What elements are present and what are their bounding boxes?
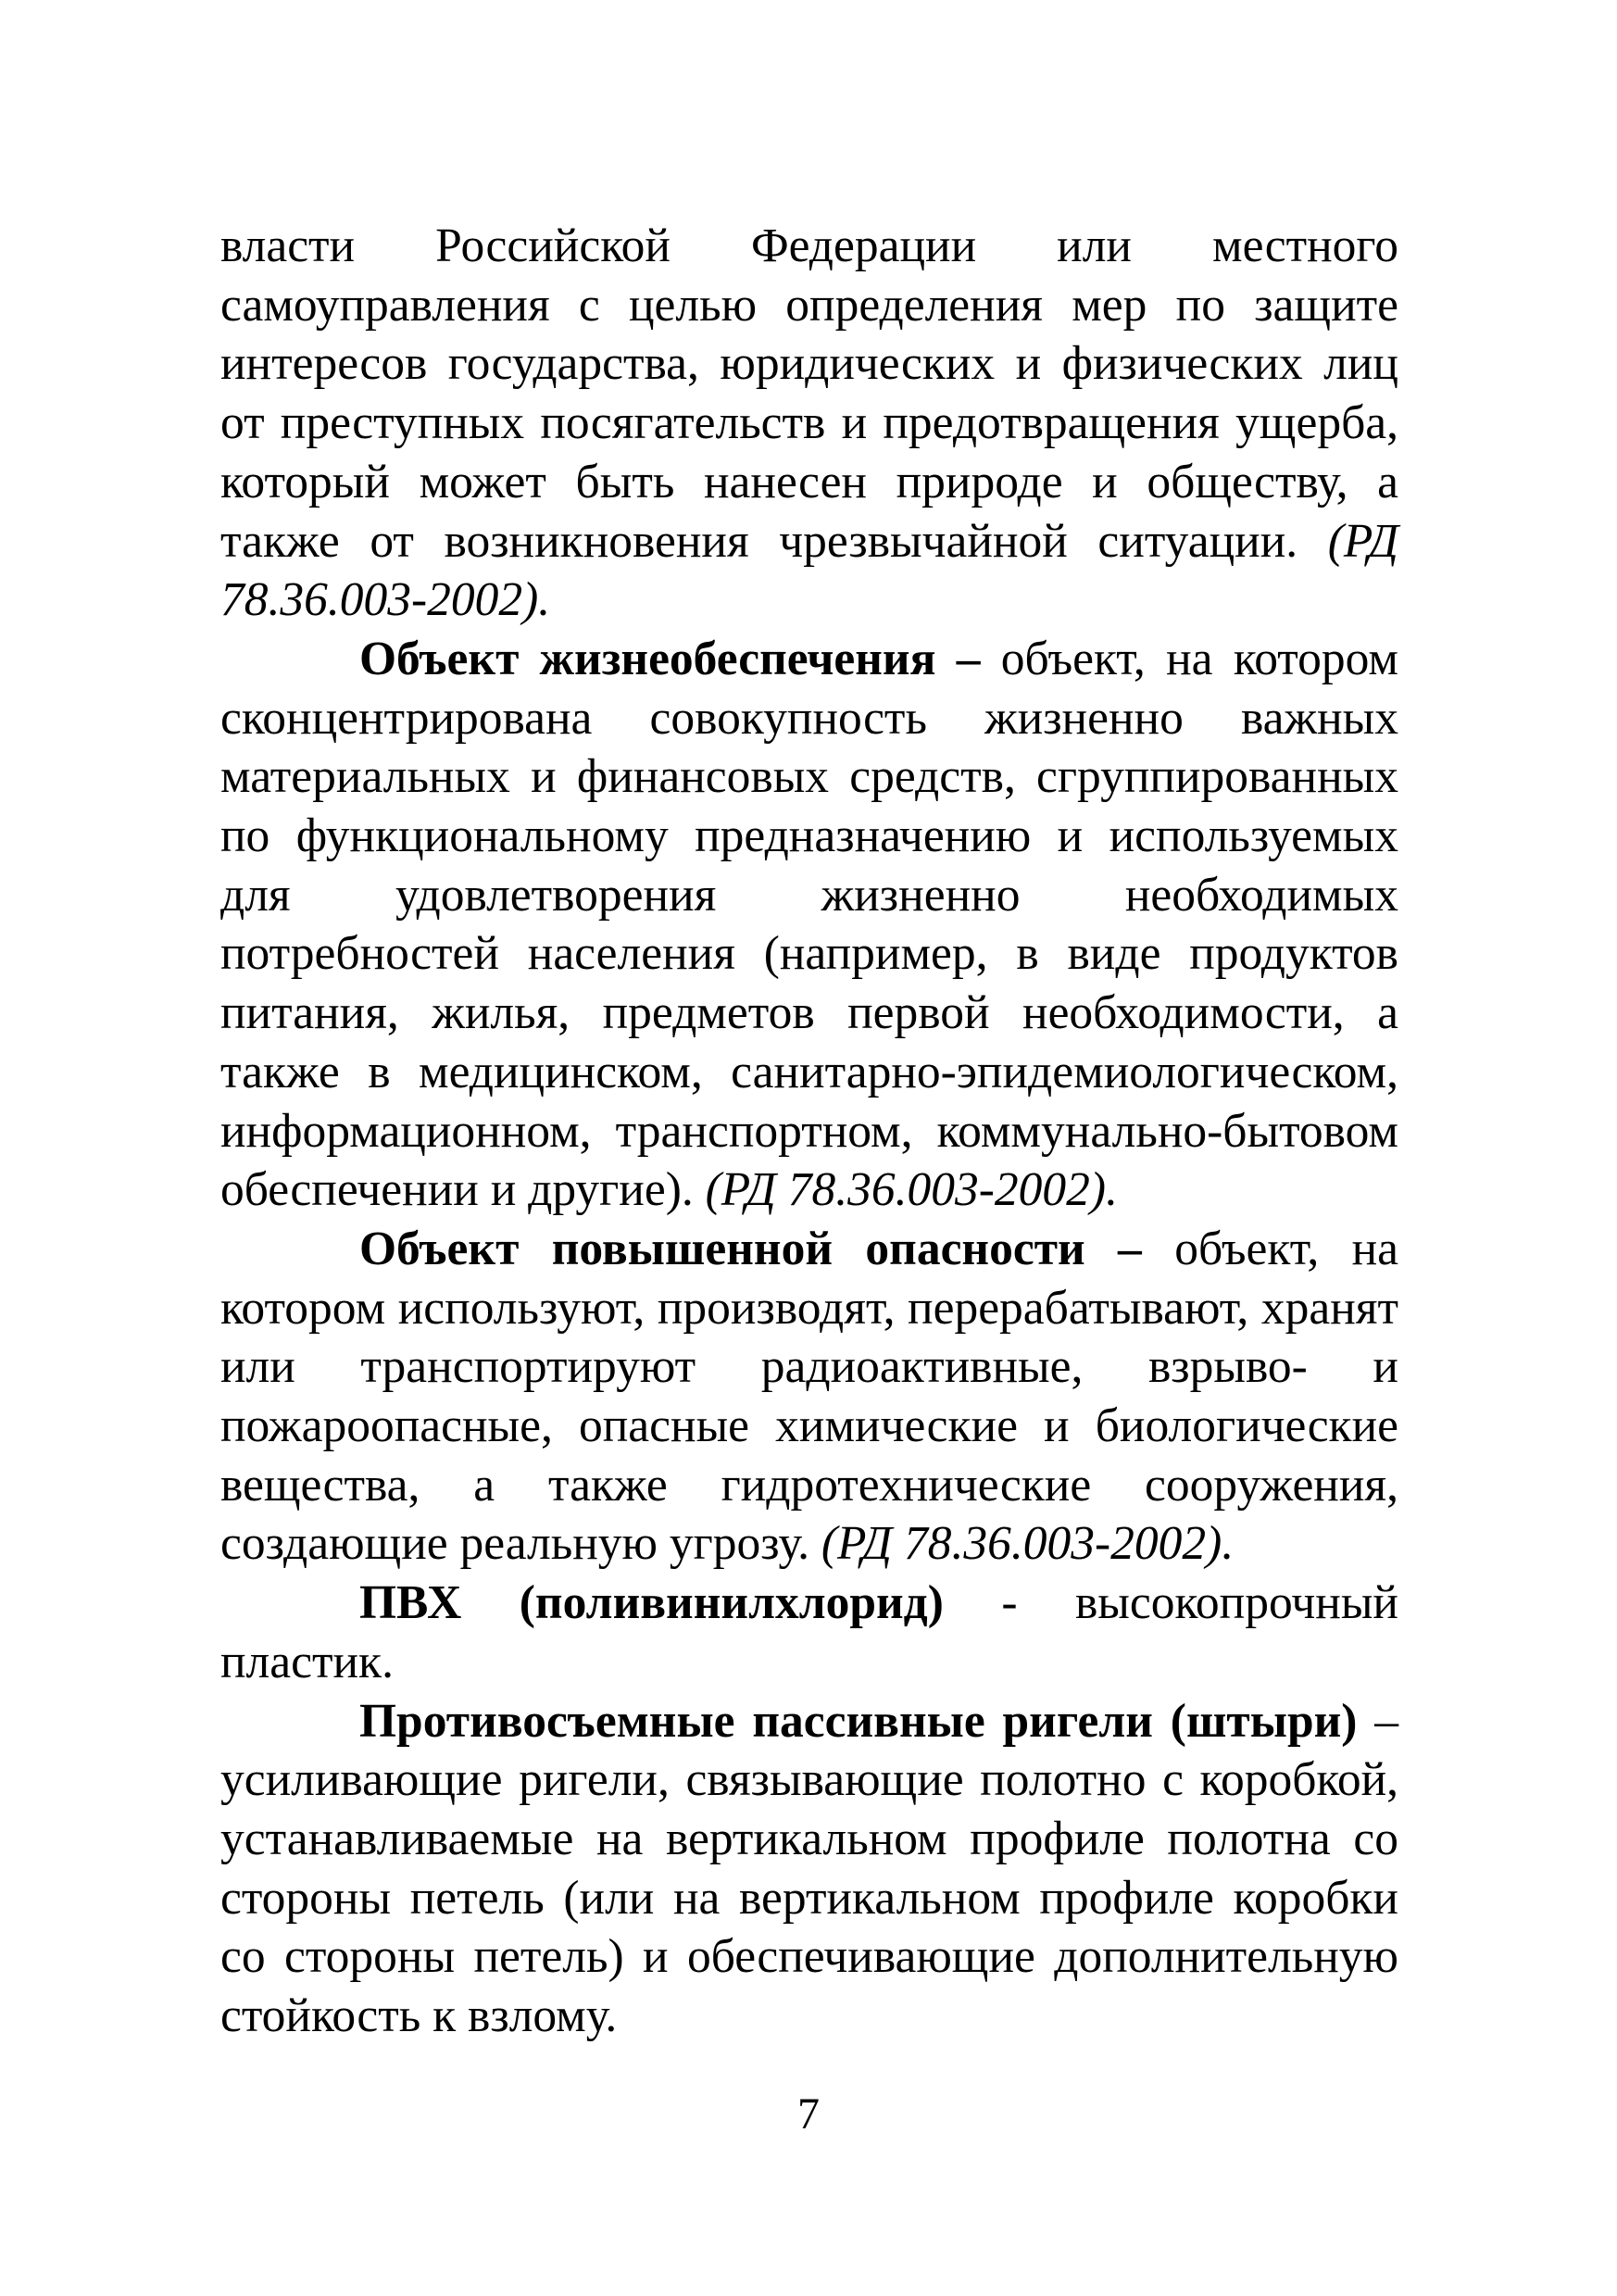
definition-pvc [220,1574,1398,1691]
reference-citation: (РД 78.36.003-2002). [821,1517,1235,1571]
definition-text: - высокопрочный пластик. [220,1576,1398,1688]
definition-text: – усиливающие ригели, связывающие полотно с коробкой, устанавливаемые на вертикальном профиле полотна со стороны петель (или на вертикальном профиле коробки со стороны петель) и обеспечивающие дополнительную стойкость к взлому. [220,1694,1398,2043]
definition-term: Объект жизнеобеспечения – [359,632,981,685]
definition-term: ПВХ (поливинилхлорид) [359,1576,944,1630]
page-number: 7 [797,2089,820,2139]
definition-text: объект, на котором сконцентрирована совокупность жизненно важных материальных и финансовых средств, сгруппированных по функциональному предназначению и используемых для удовлетворения жизненно необходимых потребностей населения (например, в виде продуктов питания, жилья, предметов первой необходимости, а также в медицинском, санитарно-эпидемиологическом, информационном, транспортном, коммунально-бытовом обеспечении и другие). [220,632,1398,1217]
definition-anti-removal-bolts [220,1692,1398,2046]
reference-citation: (РД 78.36.003-2002). [220,514,1398,627]
definition-term: Противосъемные пассивные ригели (штыри) [359,1694,1358,1748]
paragraph-continuation [220,217,1398,630]
definition-term: Объект повышенной опасности – [359,1222,1142,1275]
reference-citation: (РД 78.36.003-2002). [705,1163,1118,1217]
page-body [220,217,1398,2046]
definition-high-hazard-object [220,1220,1398,1574]
paragraph-text: власти Российской Федерации или местного самоуправления с целью определения мер по защите интересов государства, юридических и физических лиц от преступных посягательств и предотвращения ущерба, который может быть нанесен природе и обществу, а также от возникновения чрезвычайной ситуации. [220,220,1398,568]
definition-text: объект, на котором используют, производят, перерабатывают, хранят или транспортируют радиоактивные, взрыво- и пожароопасные, опасные химические и биологические вещества, а также гидротехнические сооружения, создающие реальную угрозу. [220,1222,1398,1571]
definition-life-support-object [220,630,1398,1220]
